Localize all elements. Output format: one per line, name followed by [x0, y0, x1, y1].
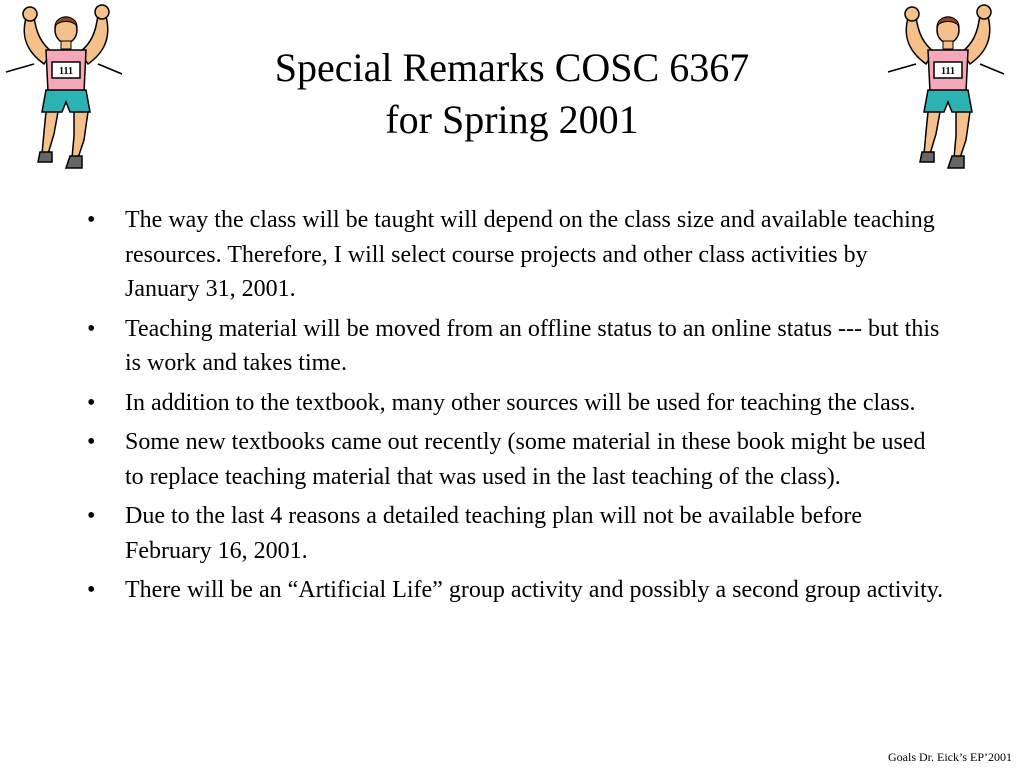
svg-text:111: 111 — [941, 66, 955, 77]
bullet-text: Due to the last 4 reasons a detailed teaching plan will not be available before February 16, 2001. — [125, 503, 863, 564]
slide-footer: Goals Dr. Eick’s EP’2001 — [888, 750, 1012, 764]
bullet-item — [84, 386, 944, 421]
bullet-text: Teaching material will be moved from an offline status to an online status --- but this is work and takes time. — [125, 315, 940, 376]
bullet-item — [84, 312, 944, 381]
bullet-dot: • — [87, 315, 96, 342]
runner-finish-line-icon — [882, 4, 1014, 172]
bullet-dot: • — [87, 503, 96, 529]
title-line-2: for Spring 2001 — [385, 97, 639, 142]
svg-text:111: 111 — [59, 66, 73, 77]
bullet-text: The way the class will be taught will depend on the class size and available teaching resources. Therefore, I will select course projects and other class activities by January 31, 2001. — [125, 207, 935, 302]
bullet-dot: • — [87, 429, 96, 455]
slide-title — [150, 42, 874, 146]
runner-finish-line-icon — [0, 4, 132, 172]
bullet-item — [84, 203, 944, 307]
bullet-text: In addition to the textbook, many other sources will be used for teaching the class. — [125, 389, 916, 416]
title-line-1: Special Remarks COSC 6367 — [274, 45, 750, 90]
bullet-text: Some new textbooks came out recently (some material in these book might be used to replace teaching material that was used in the last teaching of the class). — [125, 429, 926, 490]
bullet-item — [84, 499, 944, 568]
bullet-item — [84, 425, 944, 494]
bullet-text: There will be an “Artificial Life” group activity and possibly a second group activity. — [125, 577, 944, 603]
bullet-list — [84, 203, 944, 613]
bullet-dot: • — [87, 389, 96, 416]
bullet-dot: • — [87, 577, 96, 603]
bullet-dot: • — [87, 207, 96, 233]
bullet-item — [84, 573, 944, 608]
